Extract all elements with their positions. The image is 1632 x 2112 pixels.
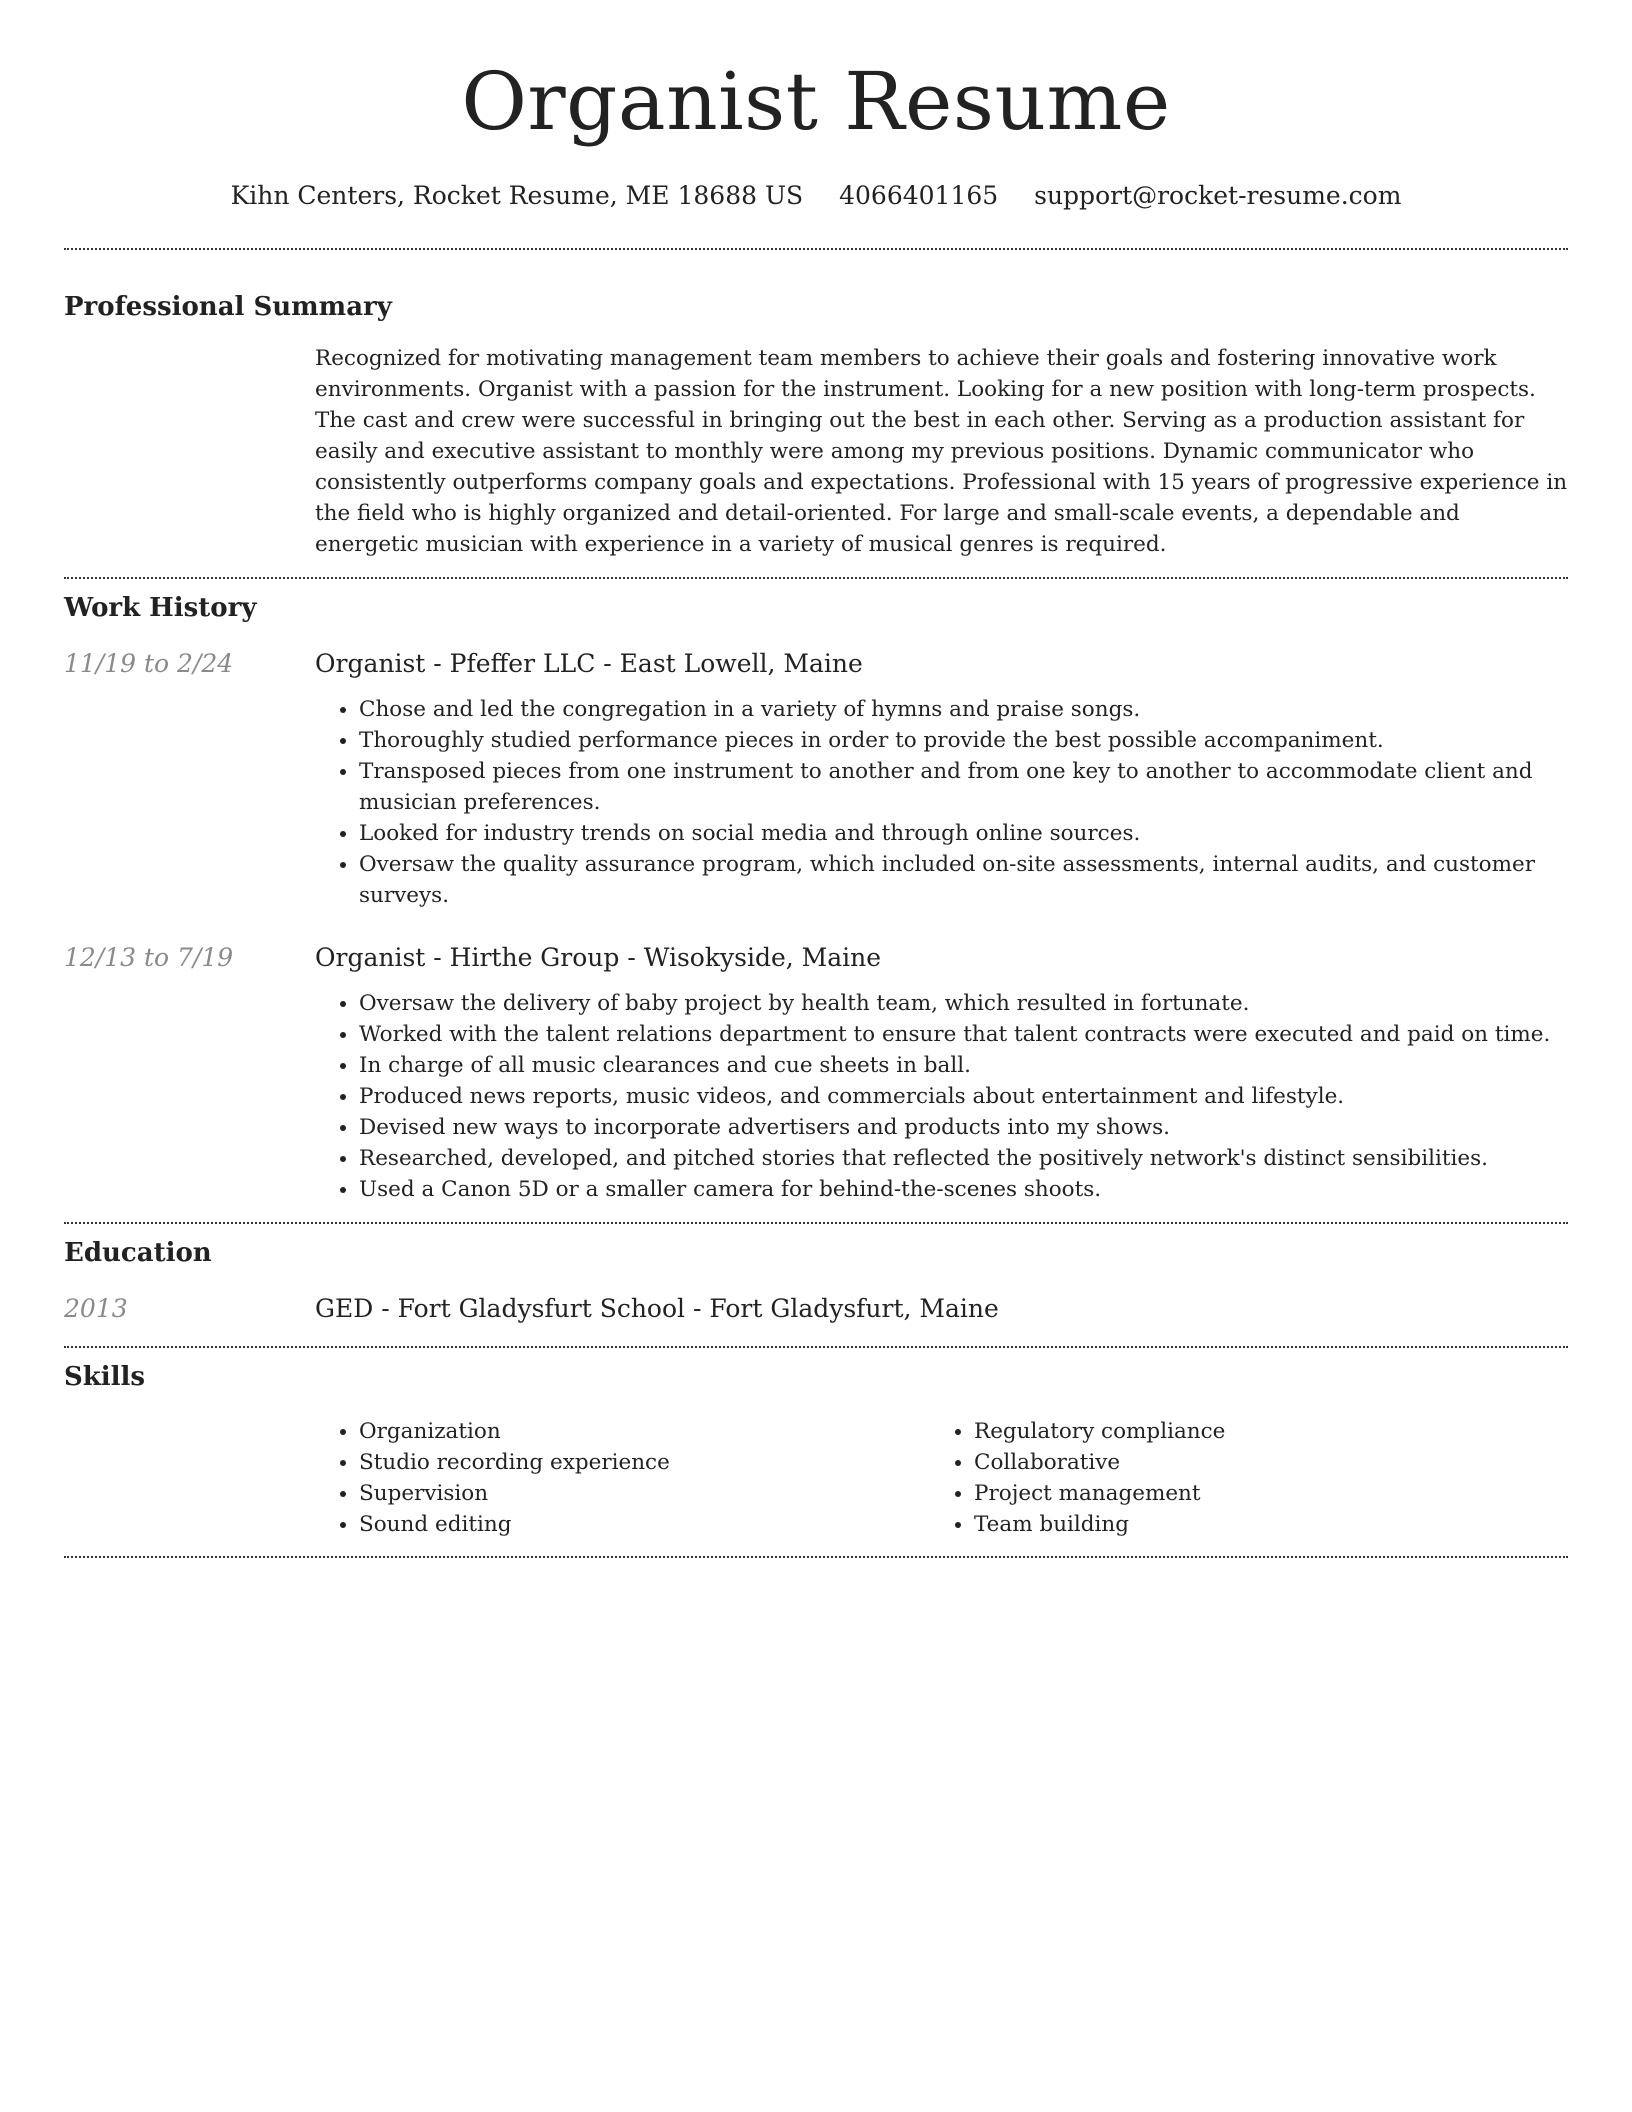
job-bullets	[315, 694, 1568, 911]
contact-line	[64, 178, 1568, 214]
job-bullet: • Oversaw the delivery of baby project by health team, which resulted in fortunate.	[359, 988, 1568, 1019]
skills-row	[64, 1416, 1568, 1540]
section-heading-summary: Professional Summary	[64, 292, 392, 322]
job-bullet: • Thoroughly studied performance pieces in order to provide the best possible accompaniment.	[359, 725, 1568, 756]
professional-summary-section	[64, 289, 1568, 560]
education-body	[315, 1292, 1568, 1326]
job-bullet: • Chose and led the congregation in a variety of hymns and praise songs.	[359, 694, 1568, 725]
section-divider	[64, 1346, 1568, 1348]
education-year: 2013	[64, 1294, 128, 1323]
job-entry	[64, 941, 1568, 1205]
job-title: Organist - Pfeffer LLC - East Lowell, Maine	[315, 649, 863, 678]
education-section	[64, 1235, 1568, 1326]
job-bullet: • Used a Canon 5D or a smaller camera for behind-the-scenes shoots.	[359, 1174, 1568, 1205]
skill-item: • Sound editing	[359, 1509, 930, 1540]
job-bullet: • Oversaw the quality assurance program, which included on-site assessments, internal audits, and customer surveys.	[359, 849, 1568, 911]
skill-item: • Regulatory compliance	[974, 1416, 1545, 1447]
skill-item: • Team building	[974, 1509, 1545, 1540]
job-entry	[64, 647, 1568, 911]
resume-title: Organist Resume	[461, 55, 1171, 148]
skills-columns	[315, 1416, 1568, 1540]
skills-list-left	[315, 1416, 930, 1540]
job-bullet: • Transposed pieces from one instrument to another and from one key to another to accommodate client and musician preferences.	[359, 756, 1568, 818]
job-bullet: • Worked with the talent relations department to ensure that talent contracts were executed and paid on time.	[359, 1019, 1568, 1050]
section-divider	[64, 1556, 1568, 1558]
skill-item: • Organization	[359, 1416, 930, 1447]
skills-section	[64, 1359, 1568, 1540]
section-divider	[64, 248, 1568, 250]
work-history-section	[64, 590, 1568, 1205]
skill-item: • Supervision	[359, 1478, 930, 1509]
job-body	[315, 941, 1568, 1205]
contact-email: support@rocket-resume.com	[1034, 181, 1402, 210]
job-bullet: • In charge of all music clearances and cue sheets in ball.	[359, 1050, 1568, 1081]
job-body	[315, 647, 1568, 911]
summary-text: Recognized for motivating management team members to achieve their goals and fostering innovative work environments. Organist with a passion for the instrument. Looking for a new position with long-term prospects. The cast and crew were successful in bringing out the best in each other. Serving as a production assistant for easily and executive assistant to monthly were among my previous positions. Dynamic communicator who consistently outperforms company goals and expectations. Professional with 15 years of progressive experience in the field who is highly organized and detail-oriented. For large and small-scale events, a dependable and energetic musician with experience in a variety of musical genres is required.	[315, 346, 1568, 557]
education-entry	[64, 1292, 1568, 1326]
section-heading-work: Work History	[64, 593, 257, 623]
contact-phone: 4066401165	[839, 181, 999, 210]
job-bullet: • Researched, developed, and pitched stories that reflected the positively network's distinct sensibilities.	[359, 1143, 1568, 1174]
skill-item: • Project management	[974, 1478, 1545, 1509]
education-title: GED - Fort Gladysfurt School - Fort Gladysfurt, Maine	[315, 1294, 999, 1323]
section-heading-skills: Skills	[64, 1362, 146, 1392]
summary-left-spacer	[64, 343, 315, 560]
skills-left-spacer	[64, 1416, 315, 1540]
skills-list-right	[930, 1416, 1545, 1540]
job-dates: 12/13 to 7/19	[64, 943, 234, 972]
summary-row	[64, 343, 1568, 560]
job-dates: 11/19 to 2/24	[64, 649, 234, 678]
job-bullet: • Produced news reports, music videos, and commercials about entertainment and lifestyle.	[359, 1081, 1568, 1112]
skill-item: • Studio recording experience	[359, 1447, 930, 1478]
summary-body	[315, 343, 1568, 560]
skill-item: • Collaborative	[974, 1447, 1545, 1478]
section-heading-education: Education	[64, 1238, 212, 1268]
job-title: Organist - Hirthe Group - Wisokyside, Maine	[315, 943, 882, 972]
job-bullets	[315, 988, 1568, 1205]
section-divider	[64, 577, 1568, 579]
job-bullet: • Looked for industry trends on social media and through online sources.	[359, 818, 1568, 849]
contact-address: Kihn Centers, Rocket Resume, ME 18688 US	[230, 181, 804, 210]
section-divider	[64, 1222, 1568, 1224]
job-bullet: • Devised new ways to incorporate advertisers and products into my shows.	[359, 1112, 1568, 1143]
